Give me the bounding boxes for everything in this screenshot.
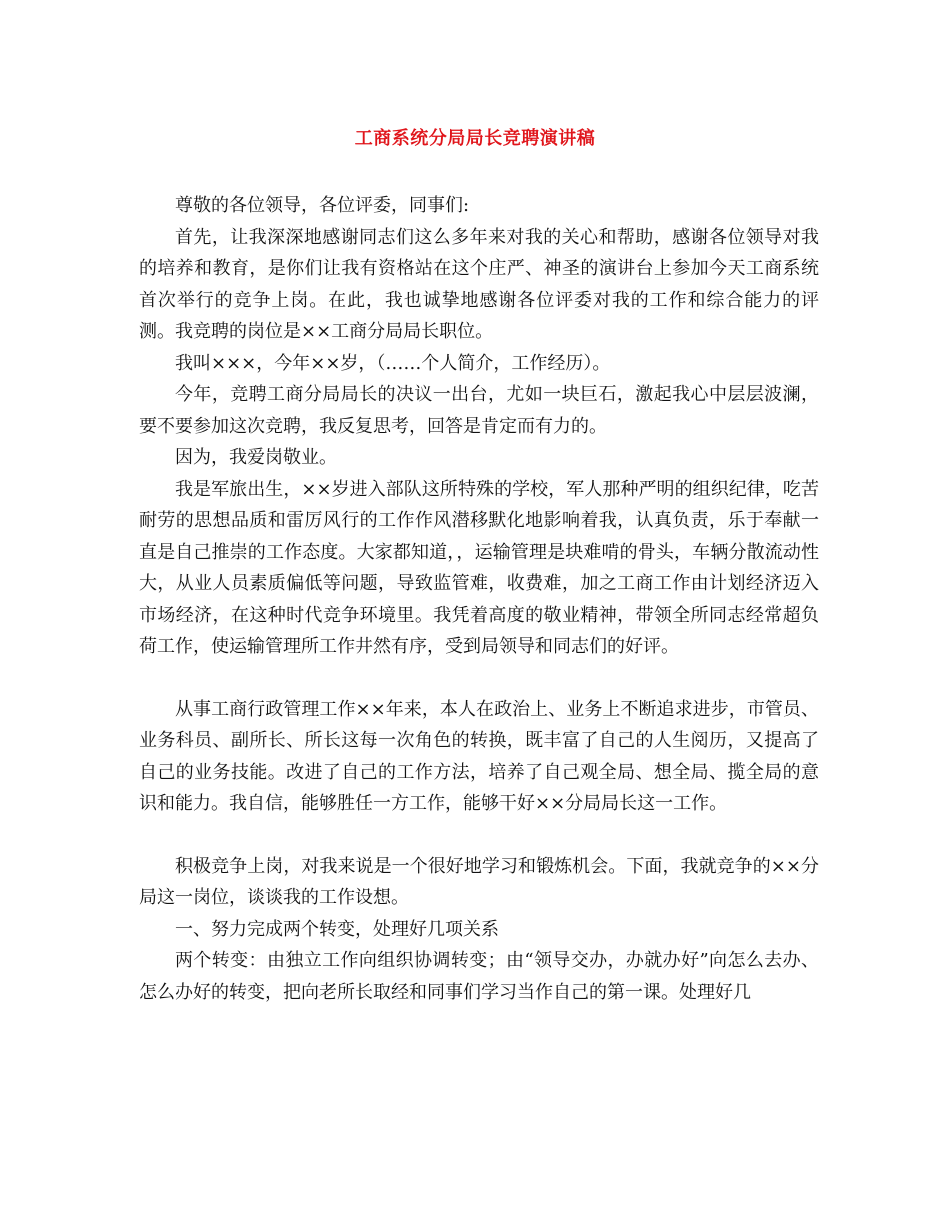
paragraph-decision: 今年，竞聘工商分局局长的决议一出台，尤如一块巨石，激起我心中层层波澜，要不要参加这次竞聘，我反复思考，回答是肯定而有力的。 (139, 384, 819, 437)
paragraph-two-transitions: 两个转变：由独立工作向组织协调转变；由“领导交办，办就办好”向怎么去办、怎么办好的转变，把向老所长取经和同事们学习当作自己的第一课。处理好几 (139, 950, 819, 1003)
paragraph-experience: 从事工商行政管理工作××年来，本人在政治上、业务上不断追求进步，市管员、业务科员、副所长、所长这每一次角色的转换，既丰富了自己的人生阅历，又提高了自己的业务技能。改进了自己的工作方法，培养了自己观全局、想全局、揽全局的意识和能力。我自信，能够胜任一方工作，能够干好××分局局长这一工作。 (139, 698, 819, 814)
document-body (139, 190, 819, 1008)
paragraph-reason: 因为，我爱岗敬业。 (175, 447, 337, 468)
paragraph-military-background: 我是军旅出生，××岁进入部队这所特殊的学校，军人那种严明的组织纪律，吃苦耐劳的思想品质和雷厉风行的工作作风潜移默化地影响着我，认真负责，乐于奉献一直是自己推崇的工作态度。大家都知道，，运输管理是块难啃的骨头，车辆分散流动性大，从业人员素质偏低等问题，导致监管难，收费难，加之工商工作由计划经济迈入市场经济，在这种时代竞争环境里。我凭着高度的敬业精神，带领全所同志经常超负荷工作，使运输管理所工作井然有序，受到局领导和同志们的好评。 (139, 478, 819, 657)
paragraph-gap (139, 663, 819, 694)
paragraph-salutation: 尊敬的各位领导，各位评委，同事们: (175, 195, 470, 216)
paragraph-competition: 积极竞争上岗，对我来说是一个很好地学习和锻炼机会。下面，我就竞争的××分局这一岗位，谈谈我的工作设想。 (139, 855, 819, 908)
document-title: 工商系统分局局长竞聘演讲稿 (354, 128, 596, 149)
paragraph-introduction: 我叫×××，今年××岁，（……个人简介，工作经历）。 (175, 352, 611, 374)
paragraph-thanks: 首先，让我深深地感谢同志们这么多年来对我的关心和帮助，感谢各位领导对我的培养和教育，是你们让我有资格站在这个庄严、神圣的演讲台上参加今天工商系统首次举行的竞争上岗。在此，我也诚挚地感谢各位评委对我的工作和综合能力的评测。我竞聘的岗位是××工商分局局长职位。 (139, 226, 819, 342)
paragraph-gap (139, 820, 819, 851)
section-heading-one: 一、努力完成两个转变，处理好几项关系 (175, 918, 499, 940)
